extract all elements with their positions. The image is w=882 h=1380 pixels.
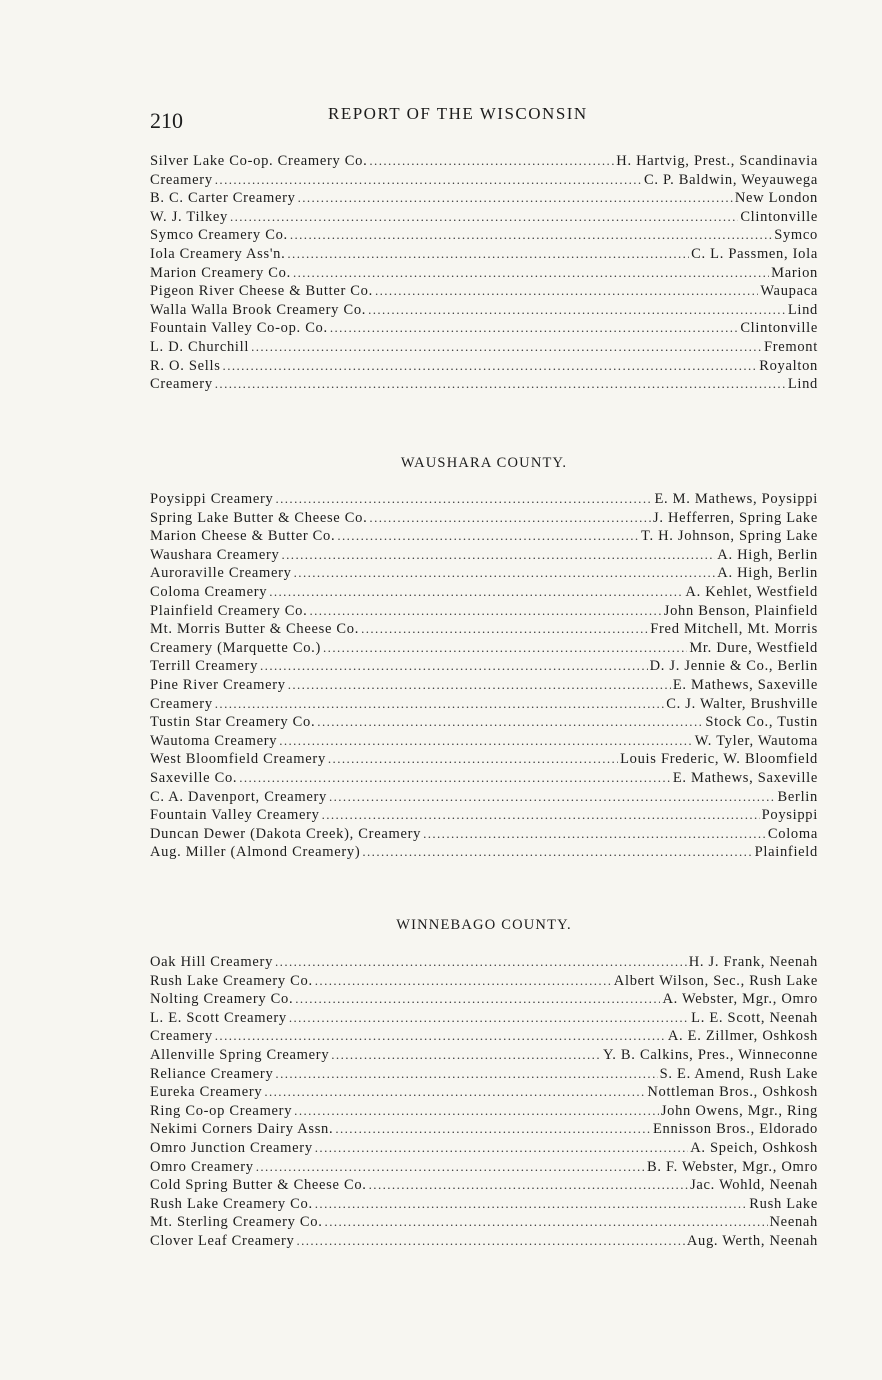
proprietor-location: Aug. Werth, Neenah — [686, 1232, 818, 1249]
directory-entry — [150, 375, 818, 394]
creamery-name: Omro Creamery — [150, 1158, 254, 1175]
creamery-name: C. A. Davenport, Creamery — [150, 788, 327, 805]
dot-leader — [362, 843, 752, 862]
proprietor-location: B. F. Webster, Mgr., Omro — [646, 1158, 818, 1175]
section-winnebago-county — [150, 953, 818, 1251]
creamery-name: Wautoma Creamery — [150, 732, 278, 749]
creamery-name: Reliance Creamery — [150, 1065, 274, 1082]
proprietor-location: Clintonville — [740, 320, 818, 337]
proprietor-location: J. Hefferren, Spring Lake — [653, 509, 818, 526]
dot-leader — [315, 972, 612, 991]
creamery-name: Walla Walla Brook Creamery Co. — [150, 301, 367, 318]
creamery-name: Eureka Creamery — [150, 1084, 263, 1101]
proprietor-location: Albert Wilson, Sec., Rush Lake — [613, 972, 818, 989]
dot-leader — [260, 657, 648, 676]
creamery-name: Auroraville Creamery — [150, 565, 292, 582]
proprietor-location: A. E. Zillmer, Oshkosh — [667, 1028, 818, 1045]
dot-leader — [251, 338, 762, 357]
directory-entry — [150, 806, 818, 825]
directory-entry — [150, 788, 818, 807]
directory-entry — [150, 357, 818, 376]
dot-leader — [315, 1139, 688, 1158]
creamery-name: Creamery — [150, 171, 213, 188]
proprietor-location: Rush Lake — [749, 1195, 818, 1212]
directory-entry — [150, 1027, 818, 1046]
proprietor-location: E. M. Mathews, Poysippi — [654, 491, 818, 507]
directory-entry — [150, 1158, 818, 1177]
dot-leader — [264, 1083, 645, 1102]
dot-leader — [375, 282, 758, 301]
creamery-name: Nolting Creamery Co. — [150, 991, 294, 1008]
dot-leader — [290, 226, 772, 245]
proprietor-location: Marion — [771, 264, 818, 281]
creamery-name: Symco Creamery Co. — [150, 227, 288, 244]
creamery-name: Clover Leaf Creamery — [150, 1232, 295, 1249]
proprietor-location: Neenah — [769, 1214, 818, 1231]
dot-leader — [369, 1176, 688, 1195]
dot-leader — [223, 357, 758, 376]
county-heading-waushara: WAUSHARA COUNTY. — [400, 455, 568, 471]
dot-leader — [369, 152, 614, 171]
directory-entry — [150, 676, 818, 695]
creamery-name: Poysippi Creamery — [150, 491, 274, 507]
directory-entry — [150, 1213, 818, 1232]
directory-entry — [150, 639, 818, 658]
dot-leader — [282, 546, 716, 565]
creamery-name: Mt. Sterling Creamery Co. — [150, 1214, 323, 1231]
directory-entry — [150, 750, 818, 769]
directory-entry — [150, 1176, 818, 1195]
creamery-name: W. J. Tilkey — [150, 208, 228, 225]
creamery-name: Allenville Spring Creamery — [150, 1046, 330, 1063]
section-waushara-county — [150, 490, 818, 862]
directory-entry — [150, 1195, 818, 1214]
dot-leader — [423, 825, 766, 844]
proprietor-location: Waupaca — [760, 283, 818, 300]
dot-leader — [323, 639, 687, 658]
dot-leader — [368, 301, 786, 320]
directory-entry — [150, 527, 818, 546]
proprietor-location: C. L. Passmen, Iola — [691, 245, 818, 262]
proprietor-location: D. J. Jennie & Co., Berlin — [649, 658, 818, 675]
dot-leader — [215, 1027, 666, 1046]
proprietor-location: Lind — [787, 301, 818, 318]
directory-entry — [150, 953, 818, 972]
creamery-name: Rush Lake Creamery Co. — [150, 1195, 313, 1212]
creamery-name: Spring Lake Butter & Cheese Co. — [150, 509, 368, 526]
creamery-name: Silver Lake Co-op. Creamery Co. — [150, 153, 368, 169]
creamery-name: Rush Lake Creamery Co. — [150, 972, 313, 989]
proprietor-location: Coloma — [767, 825, 818, 842]
county-heading-winnebago: WINNEBAGO COUNTY. — [396, 917, 572, 933]
proprietor-location: W. Tyler, Wautoma — [694, 732, 818, 749]
dot-leader — [331, 1046, 601, 1065]
dot-leader — [315, 1195, 748, 1214]
creamery-name: B. C. Carter Creamery — [150, 190, 296, 207]
proprietor-location: John Benson, Plainfield — [663, 602, 818, 619]
creamery-name: Cold Spring Butter & Cheese Co. — [150, 1177, 367, 1194]
directory-entry — [150, 564, 818, 583]
dot-leader — [298, 189, 733, 208]
directory-entry — [150, 695, 818, 714]
directory-entry — [150, 189, 818, 208]
proprietor-location: Nottleman Bros., Oshkosh — [647, 1084, 818, 1101]
dot-leader — [289, 1009, 689, 1028]
proprietor-location: Berlin — [777, 788, 818, 805]
creamery-name: Ring Co-op Creamery — [150, 1102, 293, 1119]
dot-leader — [230, 208, 738, 227]
dot-leader — [293, 264, 769, 283]
proprietor-location: Louis Frederic, W. Bloomfield — [620, 751, 818, 768]
directory-entry — [150, 1232, 818, 1251]
proprietor-location: H. J. Frank, Neenah — [688, 954, 818, 970]
creamery-name: R. O. Sells — [150, 357, 221, 374]
creamery-name: Duncan Dewer (Dakota Creek), Creamery — [150, 825, 422, 842]
creamery-name: Plainfield Creamery Co. — [150, 602, 308, 619]
proprietor-location: John Owens, Mgr., Ring — [660, 1102, 818, 1119]
page-header — [150, 104, 820, 134]
directory-entry — [150, 1120, 818, 1139]
dot-leader — [239, 769, 671, 788]
dot-leader — [328, 750, 618, 769]
directory-entry — [150, 990, 818, 1009]
directory-entry — [150, 620, 818, 639]
directory-entry — [150, 301, 818, 320]
creamery-name: Pine River Creamery — [150, 676, 286, 693]
directory-entry — [150, 226, 818, 245]
proprietor-location: Poysippi — [761, 807, 818, 824]
proprietor-location: Fred Mitchell, Mt. Morris — [650, 621, 818, 638]
dot-leader — [361, 620, 648, 639]
directory-entry — [150, 490, 818, 509]
creamery-name: Creamery — [150, 376, 213, 393]
proprietor-location: Mr. Dure, Westfield — [689, 639, 818, 656]
directory-entry — [150, 152, 818, 171]
dot-leader — [337, 527, 639, 546]
directory-entry — [150, 732, 818, 751]
proprietor-location: Ennisson Bros., Eldorado — [652, 1121, 818, 1138]
creamery-name: West Bloomfield Creamery — [150, 751, 326, 768]
directory-entry — [150, 282, 818, 301]
proprietor-location: E. Mathews, Saxeville — [672, 676, 818, 693]
dot-leader — [269, 583, 683, 602]
dot-leader — [317, 713, 703, 732]
proprietor-location: New London — [734, 190, 818, 207]
proprietor-location: Fremont — [763, 338, 818, 355]
proprietor-location: A. High, Berlin — [717, 546, 818, 563]
creamery-name: Iola Creamery Ass'n. — [150, 245, 286, 262]
dot-leader — [287, 245, 689, 264]
creamery-name: Marion Creamery Co. — [150, 264, 291, 281]
creamery-name: Marion Cheese & Butter Co. — [150, 528, 336, 545]
page-number: 210 — [150, 108, 183, 133]
directory-entry — [150, 1139, 818, 1158]
proprietor-location: Clintonville — [740, 208, 818, 225]
dot-leader — [322, 806, 760, 825]
dot-leader — [279, 732, 693, 751]
creamery-name: Coloma Creamery — [150, 583, 268, 600]
creamery-name: Saxeville Co. — [150, 769, 238, 786]
directory-entry — [150, 657, 818, 676]
proprietor-location: Lind — [787, 376, 818, 393]
directory-entry — [150, 509, 818, 528]
dot-leader — [215, 375, 786, 394]
creamery-name: Creamery — [150, 695, 213, 712]
dot-leader — [369, 509, 651, 528]
directory-entry — [150, 338, 818, 357]
directory-entry — [150, 1065, 818, 1084]
proprietor-location: E. Mathews, Saxeville — [672, 769, 818, 786]
proprietor-location: Jac. Wohld, Neenah — [690, 1177, 818, 1194]
creamery-name: Fountain Valley Creamery — [150, 807, 320, 824]
directory-entry — [150, 208, 818, 227]
directory-entry — [150, 245, 818, 264]
dot-leader — [325, 1213, 768, 1232]
creamery-name: Creamery — [150, 1028, 213, 1045]
dot-leader — [215, 171, 642, 190]
directory-entry — [150, 583, 818, 602]
directory-entry — [150, 1046, 818, 1065]
proprietor-location: Symco — [774, 227, 818, 244]
creamery-name: Creamery (Marquette Co.) — [150, 639, 322, 656]
proprietor-location: A. High, Berlin — [717, 565, 818, 582]
directory-entry — [150, 972, 818, 991]
proprietor-location: C. J. Walter, Brushville — [666, 695, 818, 712]
creamery-name: Mt. Morris Butter & Cheese Co. — [150, 621, 360, 638]
dot-leader — [309, 602, 661, 621]
directory-entry — [150, 1102, 818, 1121]
proprietor-location: A. Speich, Oshkosh — [690, 1139, 818, 1156]
creamery-name: Waushara Creamery — [150, 546, 280, 563]
creamery-name: Oak Hill Creamery — [150, 954, 274, 970]
directory-entry — [150, 264, 818, 283]
directory-entry — [150, 769, 818, 788]
directory-entry — [150, 843, 818, 862]
creamery-name: Nekimi Corners Dairy Assn. — [150, 1121, 334, 1138]
creamery-name: Fountain Valley Co-op. Co. — [150, 320, 328, 337]
dot-leader — [335, 1120, 651, 1139]
creamery-name: Pigeon River Cheese & Butter Co. — [150, 283, 373, 300]
dot-leader — [295, 990, 660, 1009]
directory-entry — [150, 319, 818, 338]
dot-leader — [294, 564, 716, 583]
directory-entry — [150, 1009, 818, 1028]
proprietor-location: Royalton — [759, 357, 818, 374]
dot-leader — [275, 953, 687, 972]
creamery-name: Tustin Star Creamery Co. — [150, 714, 316, 731]
proprietor-location: T. H. Johnson, Spring Lake — [640, 528, 818, 545]
dot-leader — [294, 1102, 659, 1121]
proprietor-location: S. E. Amend, Rush Lake — [659, 1065, 818, 1082]
directory-entry — [150, 1083, 818, 1102]
dot-leader — [296, 1232, 684, 1251]
directory-entry — [150, 171, 818, 190]
directory-entry — [150, 713, 818, 732]
directory-entry — [150, 602, 818, 621]
dot-leader — [256, 1158, 645, 1177]
proprietor-location: A. Webster, Mgr., Omro — [662, 991, 818, 1008]
section-waupaca-continued — [150, 152, 818, 394]
dot-leader — [215, 695, 665, 714]
proprietor-location: Stock Co., Tustin — [705, 714, 818, 731]
creamery-name: Omro Junction Creamery — [150, 1139, 313, 1156]
dot-leader — [288, 676, 671, 695]
proprietor-location: C. P. Baldwin, Weyauwega — [643, 171, 818, 188]
proprietor-location: Y. B. Calkins, Pres., Winneconne — [602, 1046, 818, 1063]
creamery-name: L. D. Churchill — [150, 338, 250, 355]
proprietor-location: L. E. Scott, Neenah — [691, 1009, 818, 1026]
creamery-name: Aug. Miller (Almond Creamery) — [150, 844, 361, 861]
proprietor-location: H. Hartvig, Prest., Scandinavia — [616, 153, 818, 169]
creamery-name: L. E. Scott Creamery — [150, 1009, 287, 1026]
proprietor-location: Plainfield — [754, 844, 818, 861]
dot-leader — [275, 1065, 657, 1084]
directory-entry — [150, 825, 818, 844]
running-head: REPORT OF THE WISCONSIN — [328, 104, 588, 123]
creamery-name: Terrill Creamery — [150, 658, 259, 675]
proprietor-location: A. Kehlet, Westfield — [685, 583, 818, 600]
dot-leader — [329, 788, 776, 807]
dot-leader — [330, 319, 738, 338]
directory-entry — [150, 546, 818, 565]
dot-leader — [275, 490, 652, 509]
